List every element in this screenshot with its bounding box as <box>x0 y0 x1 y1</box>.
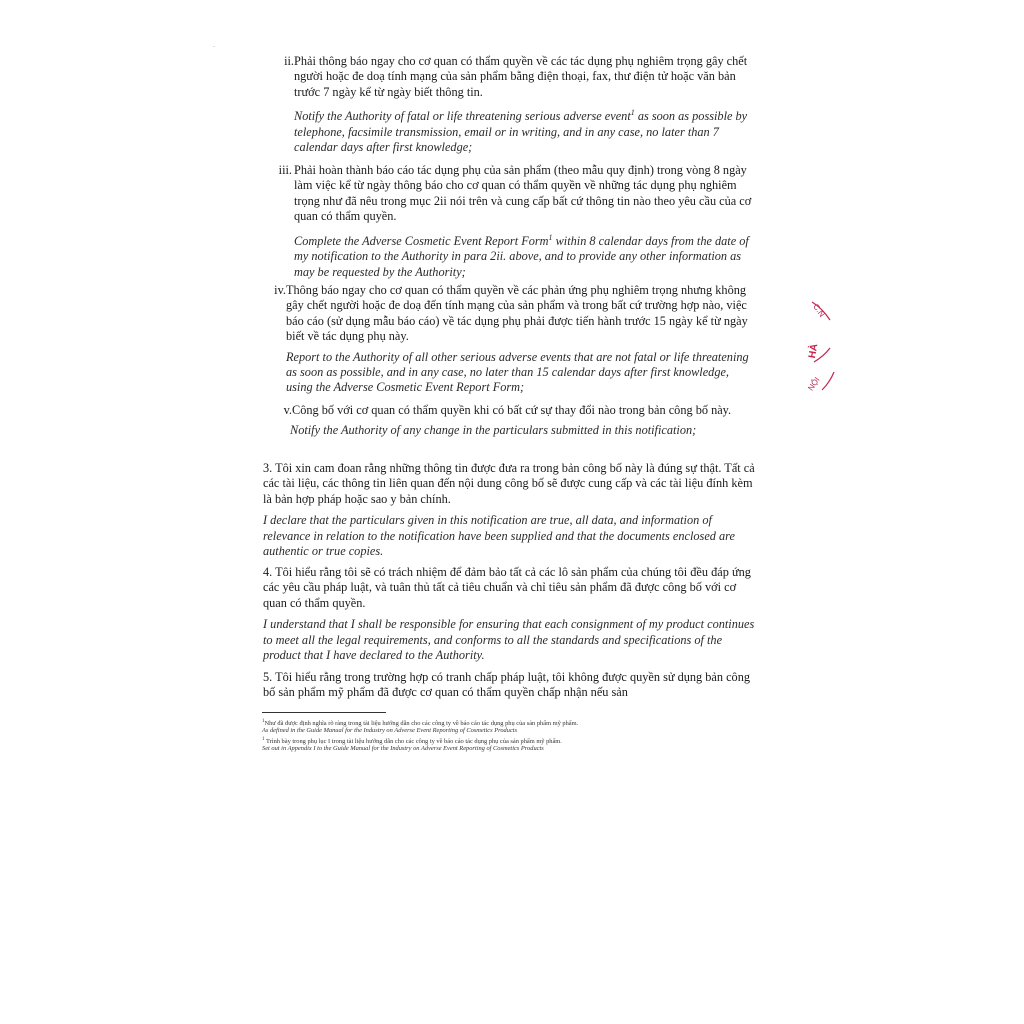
scan-speck <box>213 46 215 47</box>
svg-text:C.N: C.N <box>811 302 827 319</box>
paragraph-text-vi: 3. Tôi xin cam đoan rằng những thông tin được đưa ra trong bản công bố này là đúng sự thật. Tất cả các tài liệu, các thông tin liên quan đến nội dung công bố sẽ được cung cấp và các tài liệu đính kèm là bản hợp pháp hoặc sao y bản chính. <box>263 461 755 506</box>
item-text-en: Notify the Authority of fatal or life threatening serious adverse event$^1$ as soon as possible by telephone, facsimile transmission, email or in writing, and in any case, no later than 7 calendar days after first knowledge; <box>294 108 748 155</box>
item-text-vi: Phải hoàn thành báo cáo tác dụng phụ của sản phẩm (theo mẫu quy định) trong vòng 8 ngày làm việc kể từ ngày thông báo cho cơ quan có thẩm quyền về những tác dụng phụ nghiêm trọng như đã nêu trong mục 2ii nói trên và cung cấp bất cứ thông tin nào theo yêu cầu của cơ quan có thẩm quyền. <box>294 163 752 224</box>
item-text-vi: Thông báo ngay cho cơ quan có thẩm quyền về các phản ứng phụ nghiêm trọng nhưng không gây chết người hoặc đe doạ đến tính mạng của sản phẩm và trong bất cứ trường hợp nào, việc báo cáo (sử dụng mẫu báo cáo) về tác dụng phụ phải được tiến hành trước 15 ngày kể từ ngày biết về tác dụng phụ này. <box>286 283 748 344</box>
paragraph-3 <box>263 461 756 559</box>
item-text-vi: Phải thông báo ngay cho cơ quan có thẩm quyền về các tác dụng phụ nghiêm trọng gây chết người hoặc đe doạ tính mạng của sản phẩm bằng điện thoại, fax, thư điện tử hoặc văn bản trước 7 ngày kể từ ngày biết thông tin. <box>294 54 748 99</box>
footnote-1-vi: $^1$Như đã được định nghĩa rõ ràng trong tài liệu hướng dẫn cho các công ty về báo cáo tác dụng phụ của sản phẩm mỹ phẩm. <box>262 719 579 728</box>
paragraph-5 <box>263 670 756 701</box>
item-iii <box>270 163 756 280</box>
footnote-divider <box>262 712 386 713</box>
svg-text:NỘI: NỘI <box>806 375 822 393</box>
item-text-en: Complete the Adverse Cosmetic Event Report Form$^1$ within 8 calendar days from the date of my notification to the Authority in para 2ii. above, and to provide any other information as may be requested by the Authority; <box>294 232 749 279</box>
item-text-en: Notify the Authority of any change in the particulars submitted in this notification; <box>290 423 697 438</box>
item-ii <box>272 54 756 156</box>
item-text-vi: Công bố với cơ quan có thẩm quyền khi có bất cứ sự thay đổi nào trong bản công bố này. <box>292 403 732 417</box>
paragraph-text-en: I understand that I shall be responsible for ensuring that each consignment of my product continues to meet all the legal requirements, and conforms to all the standards and specifications of the product that I have declared to the Authority. <box>263 617 755 663</box>
item-number: iv. <box>274 283 286 297</box>
svg-text:HÀ: HÀ <box>807 342 821 360</box>
footnote-2-vi: $^1$ Trình bày trong phụ lục I trong tài liệu hướng dẫn cho các công ty về báo cáo tác dụng phụ của sản phẩm mỹ phẩm. <box>262 737 562 746</box>
footnote-1-en: As defined in the Guide Manual for the Industry on Adverse Event Reporting of Cosmetics Products <box>262 727 518 734</box>
paragraph-text-vi: 4. Tôi hiểu rằng tôi sẽ có trách nhiệm để đảm bảo tất cả các lô sản phẩm của chúng tôi đều đáp ứng các yêu cầu pháp luật, và tuân thủ tất cả tiêu chuẩn và chỉ tiêu sản phẩm đã được công bố với cơ quan có thẩm quyền. <box>263 565 751 610</box>
paragraph-4 <box>263 565 756 663</box>
item-v <box>270 403 756 439</box>
paragraph-text-en: I declare that the particulars given in this notification are true, all data, and information of relevance in relation to the notification have been supplied and that the documents enclosed are authentic or true copies. <box>263 513 735 559</box>
item-number: iii. <box>278 163 292 177</box>
footnote-2-en: Set out in Appendix I to the Guide Manual for the Industry on Adverse Event Reporting of Cosmetics Products <box>262 745 544 752</box>
paragraph-text-vi: 5. Tôi hiểu rằng trong trường hợp có tranh chấp pháp luật, tôi không được quyền sử dụng bản công bố sản phẩm mỹ phẩm đã được cơ quan có thẩm quyền chấp nhận nếu sản <box>263 670 750 700</box>
red-seal-stamp <box>800 290 840 400</box>
item-number: ii. <box>284 54 294 68</box>
item-text-en: Report to the Authority of all other serious adverse events that are not fatal or life threatening as soon as possible, and in any case, no later than 15 calendar days after first knowledge, using the Adverse Cosmetic Event Report Form; <box>286 349 749 395</box>
item-number: v. <box>283 403 292 417</box>
item-iv <box>264 283 756 396</box>
